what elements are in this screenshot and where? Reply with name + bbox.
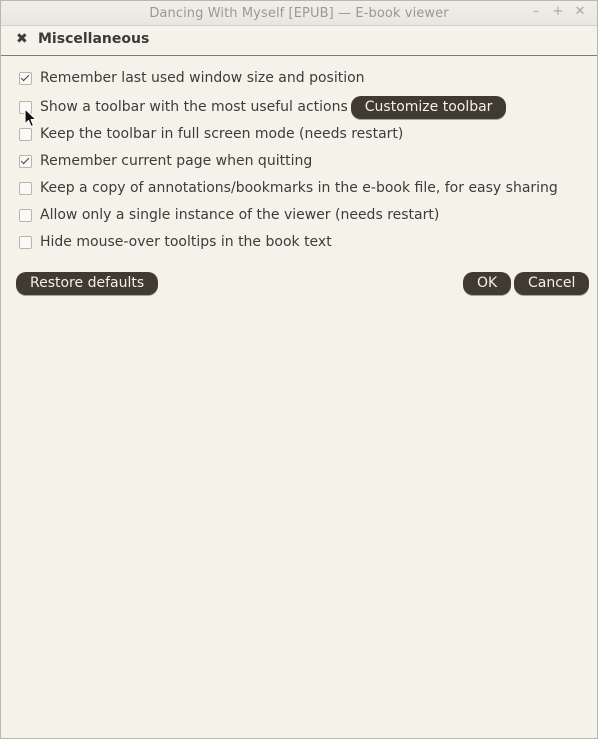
ok-button[interactable]: OK: [463, 272, 511, 295]
option-show-toolbar[interactable]: [19, 96, 506, 118]
restore-defaults-button[interactable]: Restore defaults: [16, 272, 158, 295]
close-section-icon[interactable]: ✖: [16, 31, 28, 47]
single-instance-checkbox[interactable]: [19, 209, 32, 222]
option-label: Keep the toolbar in full screen mode (needs restart): [40, 126, 404, 142]
fullscreen-toolbar-checkbox[interactable]: [19, 128, 32, 141]
option-label: Hide mouse-over tooltips in the book text: [40, 234, 332, 250]
maximize-icon[interactable]: +: [552, 4, 564, 19]
option-label: Allow only a single instance of the viewer (needs restart): [40, 207, 440, 223]
window-title: Dancing With Myself [EPUB] — E-book viewer: [149, 6, 449, 21]
show-toolbar-checkbox[interactable]: [19, 101, 32, 114]
window-controls: [529, 5, 587, 19]
hide-tooltips-checkbox[interactable]: [19, 236, 32, 249]
remember-window-size-checkbox[interactable]: [19, 72, 32, 85]
option-label: Show a toolbar with the most useful actions: [40, 99, 348, 115]
option-remember-window-size[interactable]: [19, 67, 365, 89]
option-single-instance[interactable]: [19, 204, 439, 226]
option-label: Remember current page when quitting: [40, 153, 313, 169]
option-label: Remember last used window size and position: [40, 70, 365, 86]
option-fullscreen-toolbar[interactable]: [19, 123, 403, 145]
option-label: Keep a copy of annotations/bookmarks in the e-book file, for easy sharing: [40, 180, 558, 196]
keep-annotations-checkbox[interactable]: [19, 182, 32, 195]
close-icon[interactable]: ✕: [574, 4, 586, 19]
section-title: Miscellaneous: [38, 31, 150, 47]
title-bar: [1, 1, 597, 26]
customize-toolbar-button[interactable]: Customize toolbar: [351, 96, 507, 119]
cancel-button[interactable]: Cancel: [514, 272, 589, 295]
option-keep-annotations-copy[interactable]: [19, 177, 558, 199]
minimize-icon[interactable]: –: [532, 4, 540, 19]
option-remember-current-page[interactable]: [19, 150, 312, 172]
remember-current-page-checkbox[interactable]: [19, 155, 32, 168]
section-header: [1, 26, 597, 56]
option-hide-tooltips[interactable]: [19, 231, 332, 253]
